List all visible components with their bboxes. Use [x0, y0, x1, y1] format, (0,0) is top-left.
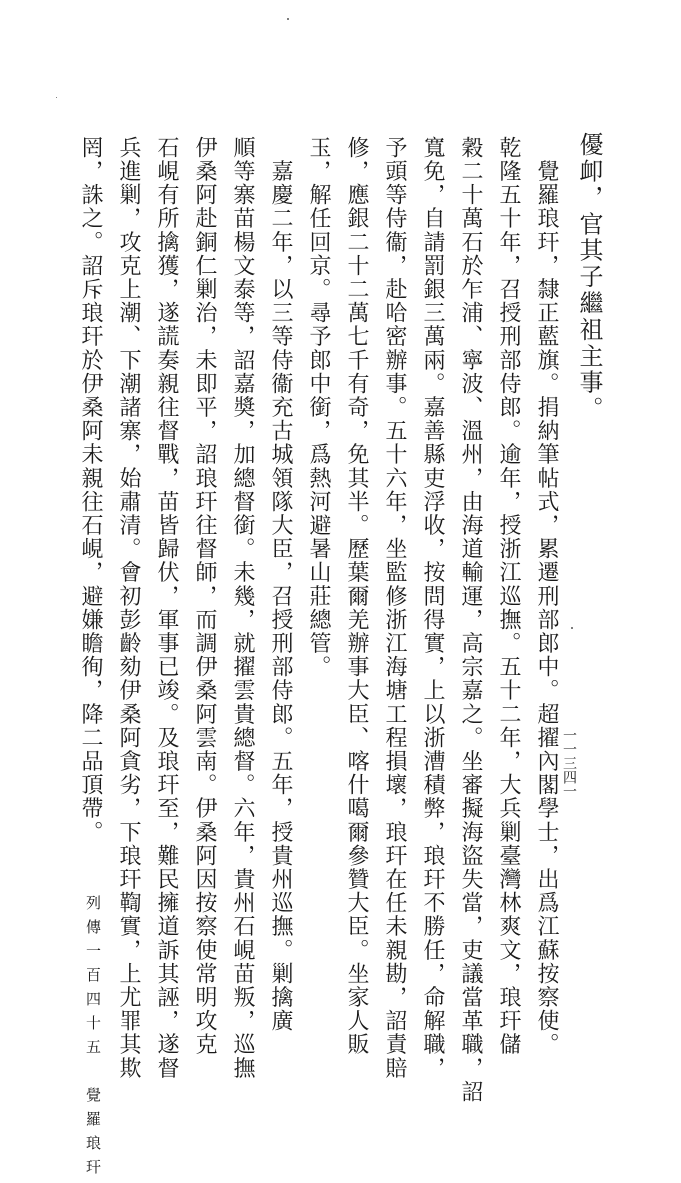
scan-speck: [56, 97, 57, 98]
text-column-12: 石峴有所擒獲，遂謊奏親往督戰，苗皆歸伏，軍事已竣。及琅玕至，難民擁道訴其誣，遂督: [154, 136, 179, 1080]
text-column-10: 順等寨苗楊文泰等，詔嘉奬，加總督銜。未幾，就擢雲貴總督。六年，貴州石峴苗叛，巡撫: [230, 136, 255, 1080]
scan-speck: [571, 627, 573, 629]
text-column-13: 兵進剿，攻克上潮、下潮諸寨，始肅清。會初彭齡劾伊桑阿貪劣，下琅玕鞫實，上尤罪其欺: [116, 136, 141, 1080]
text-column-1: 優卹，官其子繼祖主事。: [575, 132, 603, 423]
text-column-5: 寬免，自請罰銀三萬兩。嘉善縣吏浮收，按問得實，上以浙漕積弊，琅玕不勝任，命解職，: [420, 136, 445, 1080]
text-column-11: 伊桑阿赴銅仁剿治，未即平，詔琅玕往督師，而調伊桑阿雲南。伊桑阿因按察使常明攻克: [192, 136, 217, 1057]
text-column-4: 穀二十萬石於乍浦、寧波、溫州，由海道輸運，高宗嘉之。坐審擬海盜失當，吏議當革職，詔: [458, 136, 483, 1104]
text-column-14: 罔，誅之。詔斥琅玕於伊桑阿未親往石峴，避嫌瞻徇，降二品頂帶。: [78, 136, 103, 844]
text-column-7: 修，應銀二十二萬七千有奇，免其半。歷葉爾羌辦事大臣、喀什噶爾參贊大臣。坐家人販: [344, 136, 369, 1057]
text-column-9: 嘉慶二年，以三等侍衞充古城領隊大臣，召授刑部侍郎。五年，授貴州巡撫。剿擒廣: [268, 136, 293, 1033]
page-number: 一一三四一: [561, 728, 577, 798]
text-column-3: 乾隆五十年，召授刑部侍郎。逾年，授浙江巡撫。五十二年，大兵剿臺灣林爽文，琅玕儲: [496, 136, 521, 1057]
text-column-8: 玉，解任回京。尋予郎中銜，爲熱河避暑山莊總管。: [306, 136, 331, 679]
running-footer: 列傳一百四十五 覺羅琅玕: [84, 895, 102, 1183]
text-column-2: 覺羅琅玕，隸正藍旗。捐納筆帖式，累遷刑部郎中。超擢內閣學士，出爲江蘇按察使。: [534, 136, 559, 1057]
scan-speck: [287, 18, 289, 20]
text-column-6: 予頭等侍衞，赴哈密辦事。五十六年，坐監修浙江海塘工程損壞，琅玕在任未親勘，詔責賠: [382, 136, 407, 1080]
